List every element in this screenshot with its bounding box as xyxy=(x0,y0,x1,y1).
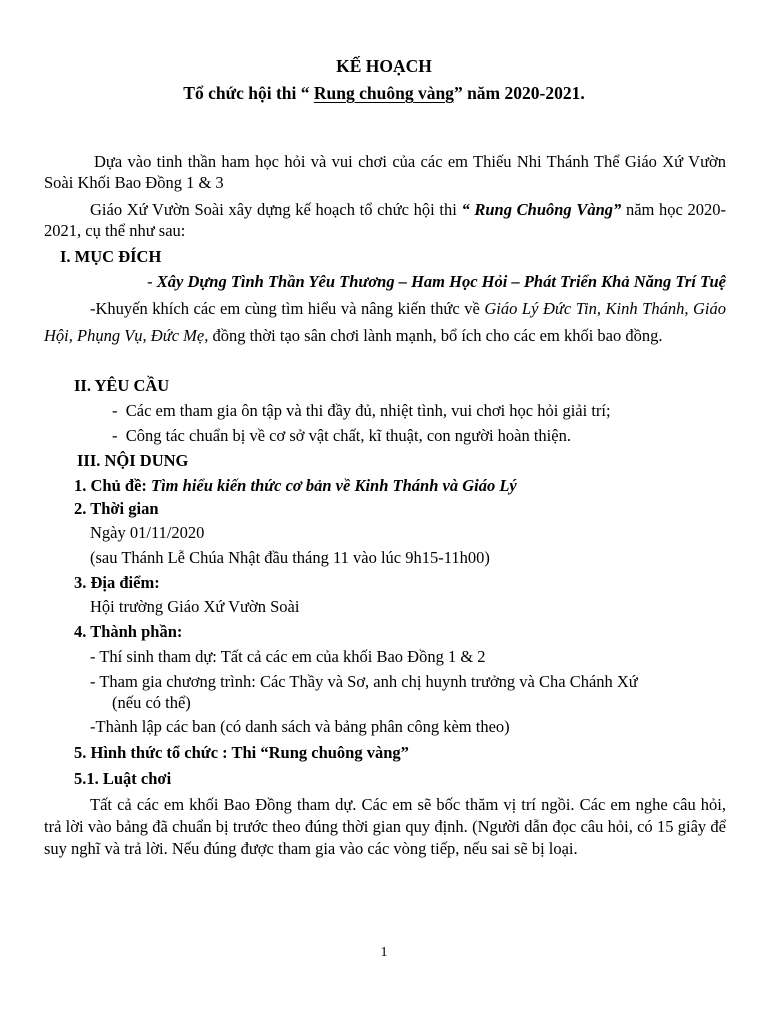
subtitle-pre: Tổ chức hội thi “ xyxy=(183,83,314,103)
intro-paragraph-2 xyxy=(44,199,726,241)
purpose-item-2-post: đồng thời tạo sân chơi lành mạnh, bổ ích cho các em khối bao đồng. xyxy=(208,326,663,345)
member-item-1: - Thí sinh tham dự: Tất cả các em của khối Bao Đồng 1 & 2 xyxy=(90,647,486,666)
topic-text: Tìm hiểu kiến thức cơ bản về Kinh Thánh và Giáo Lý xyxy=(151,476,517,495)
event-date-note: (sau Thánh Lễ Chúa Nhật đầu tháng 11 vào lúc 9h15-11h00) xyxy=(90,548,490,567)
heading-requirements: II. YÊU CẦU xyxy=(74,376,170,395)
member-item-2: - Tham gia chương trình: Các Thầy và Sơ, anh chị huynh trưởng và Cha Chánh Xứ xyxy=(90,672,638,691)
purpose-item-2 xyxy=(44,295,726,349)
members-label: 4. Thành phần: xyxy=(74,622,183,641)
format-label: 5. Hình thức tổ chức : Thi “Rung chuông vàng” xyxy=(74,743,409,762)
event-date: Ngày 01/11/2020 xyxy=(90,523,205,542)
purpose-item-2-topics: Giáo Lý Đức Tin, Kinh Thánh, Giáo Hội, Phụng Vụ, Đức Mẹ, xyxy=(44,299,727,345)
requirement-item-1 xyxy=(112,400,712,421)
requirement-item-1-text: Các em tham gia ôn tập và thi đầy đủ, nhiệt tình, vui chơi học hỏi giải trí; xyxy=(125,401,611,420)
time-label: 2. Thời gian xyxy=(74,499,159,518)
heading-content: III. NỘI DUNG xyxy=(77,451,189,470)
topic-label: 1. Chủ đề: xyxy=(74,476,152,495)
intro-paragraph-1: Dựa vào tinh thần ham học hỏi và vui chơi của các em Thiếu Nhi Thánh Thể Giáo Xứ Vườn Soài Khối Bao Đồng 1 & 3 xyxy=(44,152,726,192)
rules-paragraph: Tất cả các em khối Bao Đồng tham dự. Các em sẽ bốc thăm vị trí ngồi. Các em nghe câu hỏi, trả lời vào bảng đã chuẩn bị trước theo đúng thời gian quy định. (Người dẫn đọc câu hỏi, có 15 giây để suy nghĩ và trả lời. Nếu đúng được tham gia vào các vòng tiếp, nếu sai sẽ bị loại. xyxy=(44,795,726,858)
place-label: 3. Địa điểm: xyxy=(74,573,160,592)
topic-line xyxy=(74,475,724,496)
heading-purpose: I. MỤC ĐÍCH xyxy=(60,247,162,266)
doc-title: KẾ HOẠCH xyxy=(336,56,432,76)
bullet-dash: - xyxy=(112,401,126,420)
purpose-item-1-dash: - xyxy=(147,272,157,291)
subtitle-post: ” năm 2020-2021. xyxy=(453,83,585,103)
bullet-dash: - xyxy=(112,426,126,445)
requirement-item-2-text: Công tác chuẩn bị về cơ sở vật chất, kĩ thuật, con người hoàn thiện. xyxy=(125,426,571,445)
member-item-2-note: (nếu có thể) xyxy=(112,693,191,712)
purpose-item-1-text: Xây Dựng Tình Thần Yêu Thương – Ham Học Hỏi – Phát Triển Khả Năng Trí Tuệ xyxy=(156,272,726,291)
purpose-item-2-pre: -Khuyến khích các em cùng tìm hiểu và nâng kiến thức về xyxy=(90,299,485,318)
requirement-item-2 xyxy=(112,425,712,446)
purpose-item-1 xyxy=(44,271,726,292)
doc-subtitle xyxy=(0,83,768,104)
subtitle-underlined: Rung chuông vàng xyxy=(313,83,454,103)
member-item-3: -Thành lập các ban (có danh sách và bảng phân công kèm theo) xyxy=(90,717,510,736)
event-place: Hội trường Giáo Xứ Vườn Soài xyxy=(90,597,300,616)
page-number: 1 xyxy=(380,945,388,960)
intro-p2-post: năm học 2020-2021, cụ thể như sau: xyxy=(44,200,727,240)
intro-p2-event: “ Rung Chuông Vàng” xyxy=(461,200,622,219)
intro-p2-pre: Giáo Xứ Vườn Soài xây dựng kế hoạch tổ chức hội thi xyxy=(90,200,462,219)
rules-label: 5.1. Luật chơi xyxy=(74,769,172,788)
